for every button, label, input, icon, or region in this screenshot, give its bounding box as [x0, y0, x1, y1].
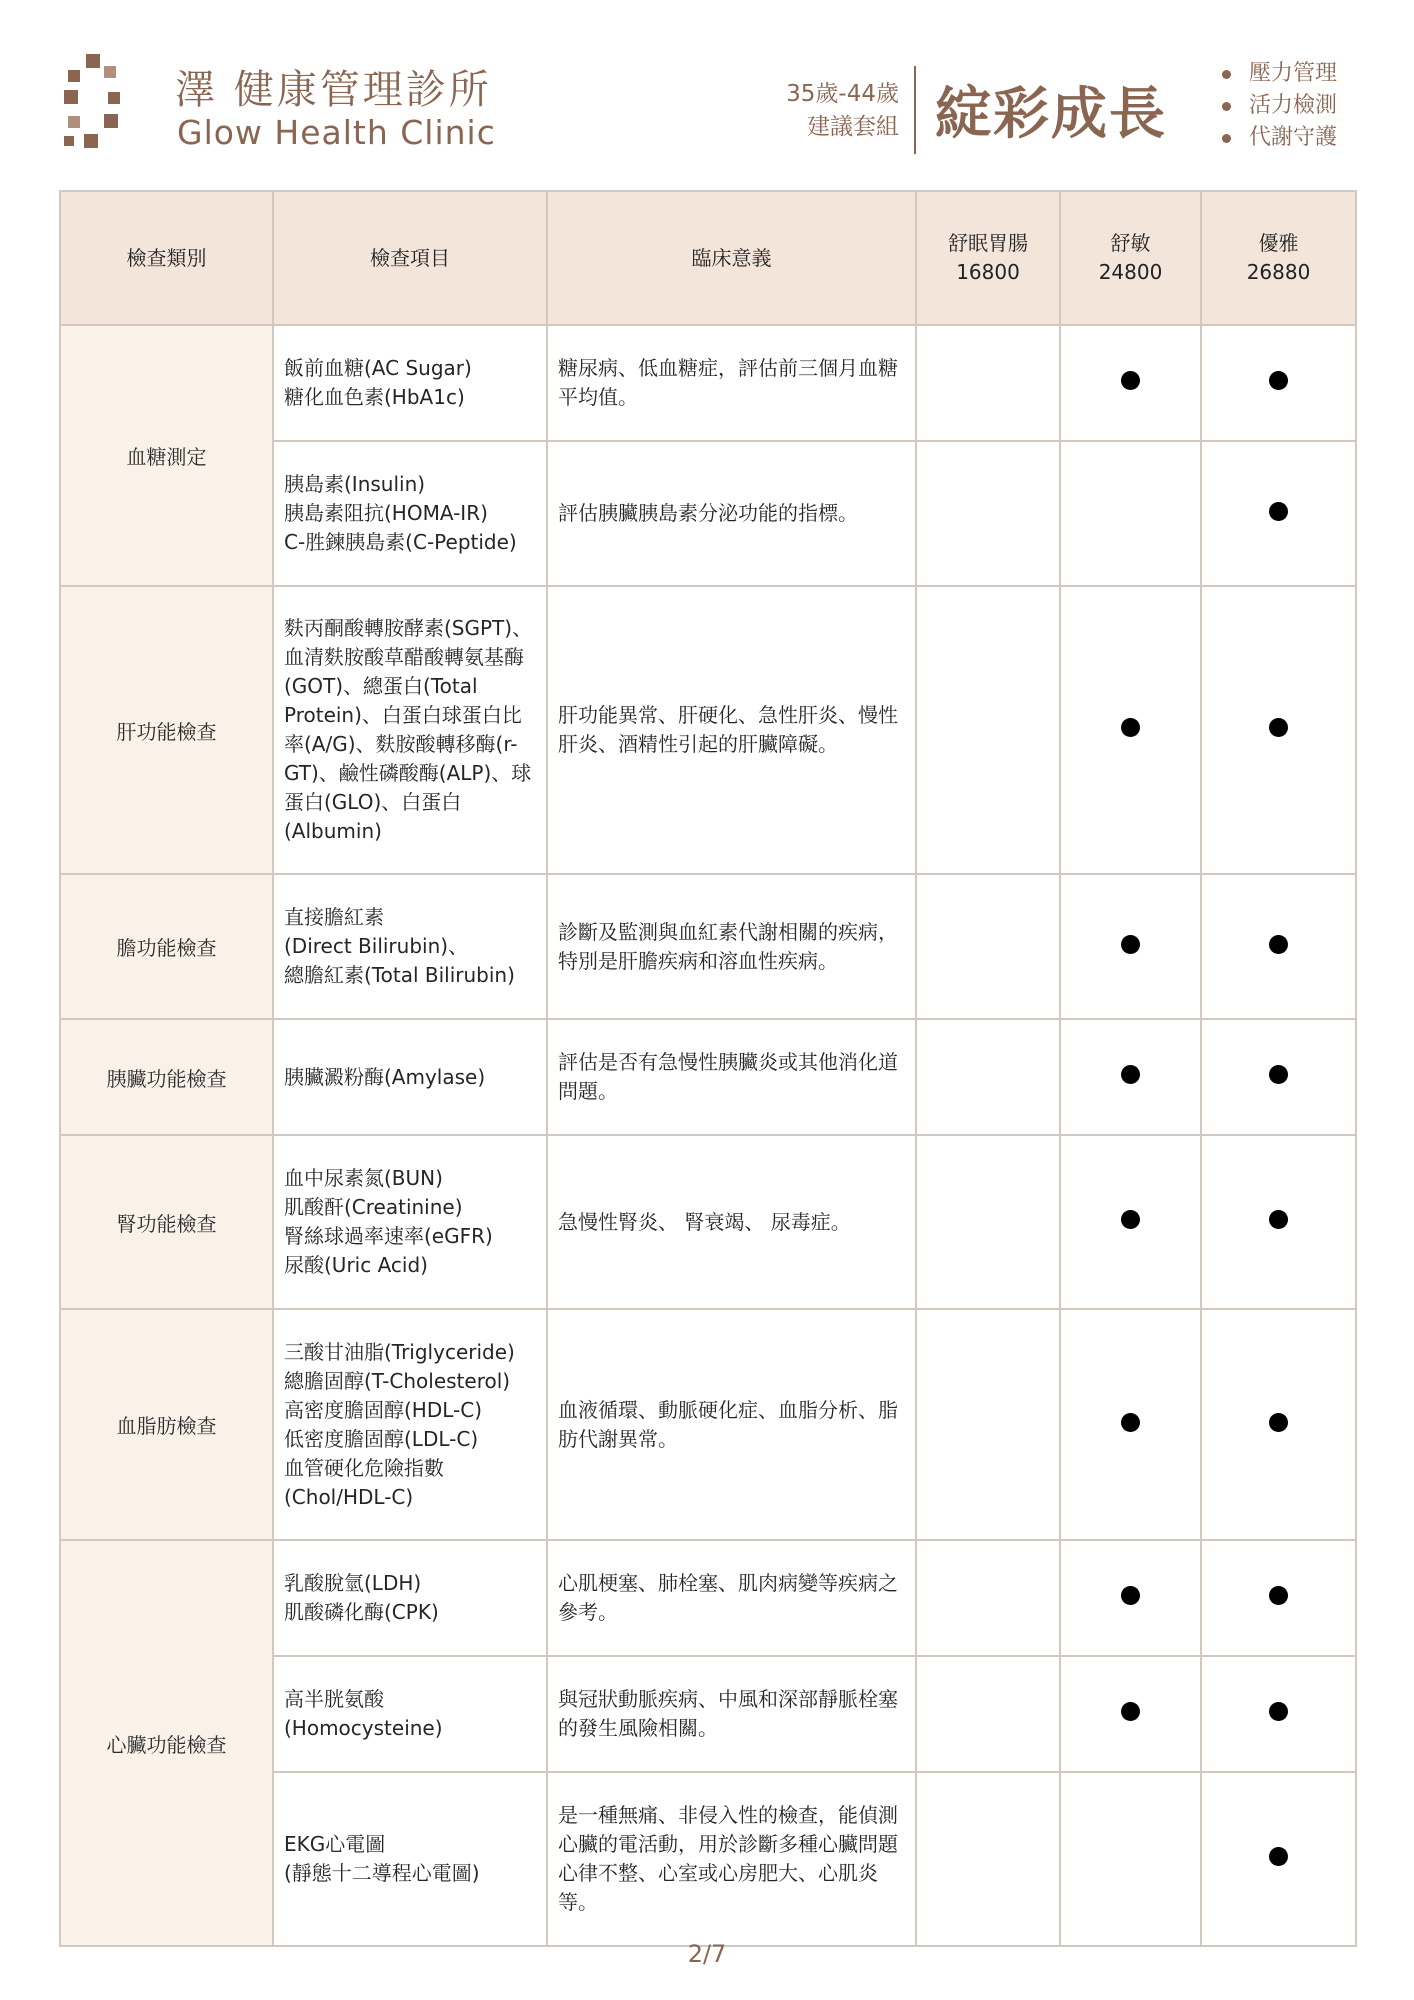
plan2-cell — [1060, 1309, 1201, 1540]
page-number: 2/7 — [687, 1940, 727, 1968]
item-cell: 胰臟澱粉酶(Amylase) — [273, 1019, 547, 1135]
item-cell: 胰島素(Insulin) 胰島素阻抗(HOMA-IR) C-胜鍊胰島素(C-Peptide) — [273, 441, 547, 586]
plan1-cell — [916, 874, 1060, 1019]
meaning-cell: 肝功能異常、肝硬化、急性肝炎、慢性肝炎、酒精性引起的肝臟障礙。 — [547, 586, 916, 874]
category-cell: 肝功能檢查 — [60, 586, 273, 874]
category-cell: 血脂肪檢查 — [60, 1309, 273, 1540]
exam-table — [59, 190, 1357, 1947]
included-dot-icon — [1269, 1210, 1288, 1229]
plan2-cell — [1060, 1540, 1201, 1656]
included-dot-icon — [1121, 1065, 1140, 1084]
age-group — [786, 78, 899, 144]
table-row — [60, 1019, 1356, 1135]
item-cell: 高半胱氨酸 (Homocysteine) — [273, 1656, 547, 1772]
category-cell: 心臟功能檢查 — [60, 1540, 273, 1946]
plan3-cell — [1201, 1135, 1356, 1309]
table-row — [60, 874, 1356, 1019]
bullet-icon — [1222, 102, 1231, 111]
included-dot-icon — [1121, 1210, 1140, 1229]
feature-label: 代謝守護 — [1249, 125, 1338, 150]
column-header-plan2 — [1060, 191, 1201, 325]
plan2-cell — [1060, 874, 1201, 1019]
plan3-cell — [1201, 1656, 1356, 1772]
included-dot-icon — [1269, 1847, 1288, 1866]
feature-list — [1222, 58, 1337, 154]
included-dot-icon — [1269, 718, 1288, 737]
meaning-cell: 與冠狀動脈疾病、中風和深部靜脈栓塞的發生風險相關。 — [547, 1656, 916, 1772]
item-cell: 乳酸脫氫(LDH) 肌酸磷化酶(CPK) — [273, 1540, 547, 1656]
meaning-cell: 急慢性腎炎、 腎衰竭、 尿毒症。 — [547, 1135, 916, 1309]
item-cell: 三酸甘油脂(Triglyceride) 總膽固醇(T-Cholesterol) 高密度膽固醇(HDL-C) 低密度膽固醇(LDL-C) 血管硬化危險指數 (Chol/HDL-C) — [273, 1309, 547, 1540]
meaning-cell: 心肌梗塞、肺栓塞、肌肉病變等疾病之參考。 — [547, 1540, 916, 1656]
included-dot-icon — [1269, 371, 1288, 390]
plan1-cell — [916, 586, 1060, 874]
plan2-cell — [1060, 1656, 1201, 1772]
table-row — [60, 586, 1356, 874]
plan1-name: 舒眠胃腸 — [948, 231, 1028, 255]
plan1-cell — [916, 325, 1060, 441]
item-cell: 血中尿素氮(BUN) 肌酸酐(Creatinine) 腎絲球過率速率(eGFR) 尿酸(Uric Acid) — [273, 1135, 547, 1309]
plan1-cell — [916, 1772, 1060, 1946]
plan2-price: 24800 — [1098, 260, 1163, 284]
bullet-icon — [1222, 70, 1231, 79]
included-dot-icon — [1121, 1586, 1140, 1605]
page-header — [0, 0, 1414, 180]
item-cell: EKG心電圖 (靜態十二導程心電圖) — [273, 1772, 547, 1946]
plan1-cell — [916, 1540, 1060, 1656]
plan3-price: 26880 — [1246, 260, 1311, 284]
category-cell: 膽功能檢查 — [60, 874, 273, 1019]
table-row — [60, 1135, 1356, 1309]
included-dot-icon — [1121, 1413, 1140, 1432]
item-cell: 飯前血糖(AC Sugar) 糖化血色素(HbA1c) — [273, 325, 547, 441]
included-dot-icon — [1269, 1586, 1288, 1605]
plan1-cell — [916, 441, 1060, 586]
plan1-cell — [916, 1656, 1060, 1772]
plan2-cell — [1060, 1019, 1201, 1135]
plan1-cell — [916, 1135, 1060, 1309]
plan3-cell — [1201, 1540, 1356, 1656]
column-header-plan1 — [916, 191, 1060, 325]
plan3-cell — [1201, 1019, 1356, 1135]
included-dot-icon — [1121, 935, 1140, 954]
feature-item — [1222, 122, 1337, 154]
clinic-name-en: Glow Health Clinic — [177, 113, 496, 152]
included-dot-icon — [1269, 1702, 1288, 1721]
included-dot-icon — [1121, 1702, 1140, 1721]
table-header-row — [60, 191, 1356, 325]
table-row — [60, 325, 1356, 441]
package-label: 建議套組 — [807, 114, 899, 140]
plan2-cell — [1060, 1772, 1201, 1946]
meaning-cell: 糖尿病、低血糖症，評估前三個月血糖平均值。 — [547, 325, 916, 441]
plan2-name: 舒敏 — [1110, 231, 1151, 255]
feature-label: 壓力管理 — [1249, 61, 1338, 86]
plan3-cell — [1201, 1309, 1356, 1540]
plan3-cell — [1201, 586, 1356, 874]
plan3-cell — [1201, 874, 1356, 1019]
item-cell: 直接膽紅素 (Direct Bilirubin)、 總膽紅素(Total Bilirubin) — [273, 874, 547, 1019]
plan3-cell — [1201, 325, 1356, 441]
column-header-meaning: 臨床意義 — [547, 191, 916, 325]
included-dot-icon — [1269, 935, 1288, 954]
bullet-icon — [1222, 134, 1231, 143]
feature-item — [1222, 90, 1337, 122]
plan1-price: 16800 — [956, 260, 1020, 284]
plan2-cell — [1060, 441, 1201, 586]
plan3-cell — [1201, 441, 1356, 586]
meaning-cell: 診斷及監測與血紅素代謝相關的疾病，特別是肝膽疾病和溶血性疾病。 — [547, 874, 916, 1019]
plan2-cell — [1060, 586, 1201, 874]
plan1-cell — [916, 1019, 1060, 1135]
plan2-cell — [1060, 325, 1201, 441]
included-dot-icon — [1121, 371, 1140, 390]
meaning-cell: 評估是否有急慢性胰臟炎或其他消化道問題。 — [547, 1019, 916, 1135]
age-range: 35歲-44歲 — [786, 81, 899, 107]
feature-label: 活力檢測 — [1249, 93, 1338, 118]
included-dot-icon — [1269, 502, 1288, 521]
plan2-cell — [1060, 1135, 1201, 1309]
meaning-cell: 是一種無痛、非侵入性的檢查，能偵測心臟的電活動，用於診斷多種心臟問題心律不整、心室或心房肥大、心肌炎等。 — [547, 1772, 916, 1946]
plan1-cell — [916, 1309, 1060, 1540]
column-header-item: 檢查項目 — [273, 191, 547, 325]
included-dot-icon — [1269, 1065, 1288, 1084]
feature-item — [1222, 58, 1337, 90]
meaning-cell: 評估胰臟胰島素分泌功能的指標。 — [547, 441, 916, 586]
meaning-cell: 血液循環、動脈硬化症、血脂分析、脂肪代謝異常。 — [547, 1309, 916, 1540]
package-title: 綻彩成長 — [935, 82, 1167, 147]
table-row — [60, 1309, 1356, 1540]
included-dot-icon — [1121, 718, 1140, 737]
column-header-category: 檢查類別 — [60, 191, 273, 325]
item-cell: 麩丙酮酸轉胺酵素(SGPT)、血清麩胺酸草醋酸轉氨基酶(GOT)、總蛋白(Total Protein)、白蛋白球蛋白比率(A/G)、麩胺酸轉移酶(r-GT)、鹼性磷酸酶(ALP)、球蛋白(GLO)、白蛋白(Albumin) — [273, 586, 547, 874]
category-cell: 腎功能檢查 — [60, 1135, 273, 1309]
header-divider — [914, 66, 916, 154]
clinic-name-zh: 澤 健康管理診所 — [175, 67, 492, 113]
column-header-plan3 — [1201, 191, 1356, 325]
category-cell: 血糖測定 — [60, 325, 273, 586]
clinic-logo-icon — [64, 52, 124, 157]
plan3-cell — [1201, 1772, 1356, 1946]
included-dot-icon — [1269, 1413, 1288, 1432]
plan3-name: 優雅 — [1258, 231, 1299, 255]
category-cell: 胰臟功能檢查 — [60, 1019, 273, 1135]
table-row — [60, 1540, 1356, 1656]
